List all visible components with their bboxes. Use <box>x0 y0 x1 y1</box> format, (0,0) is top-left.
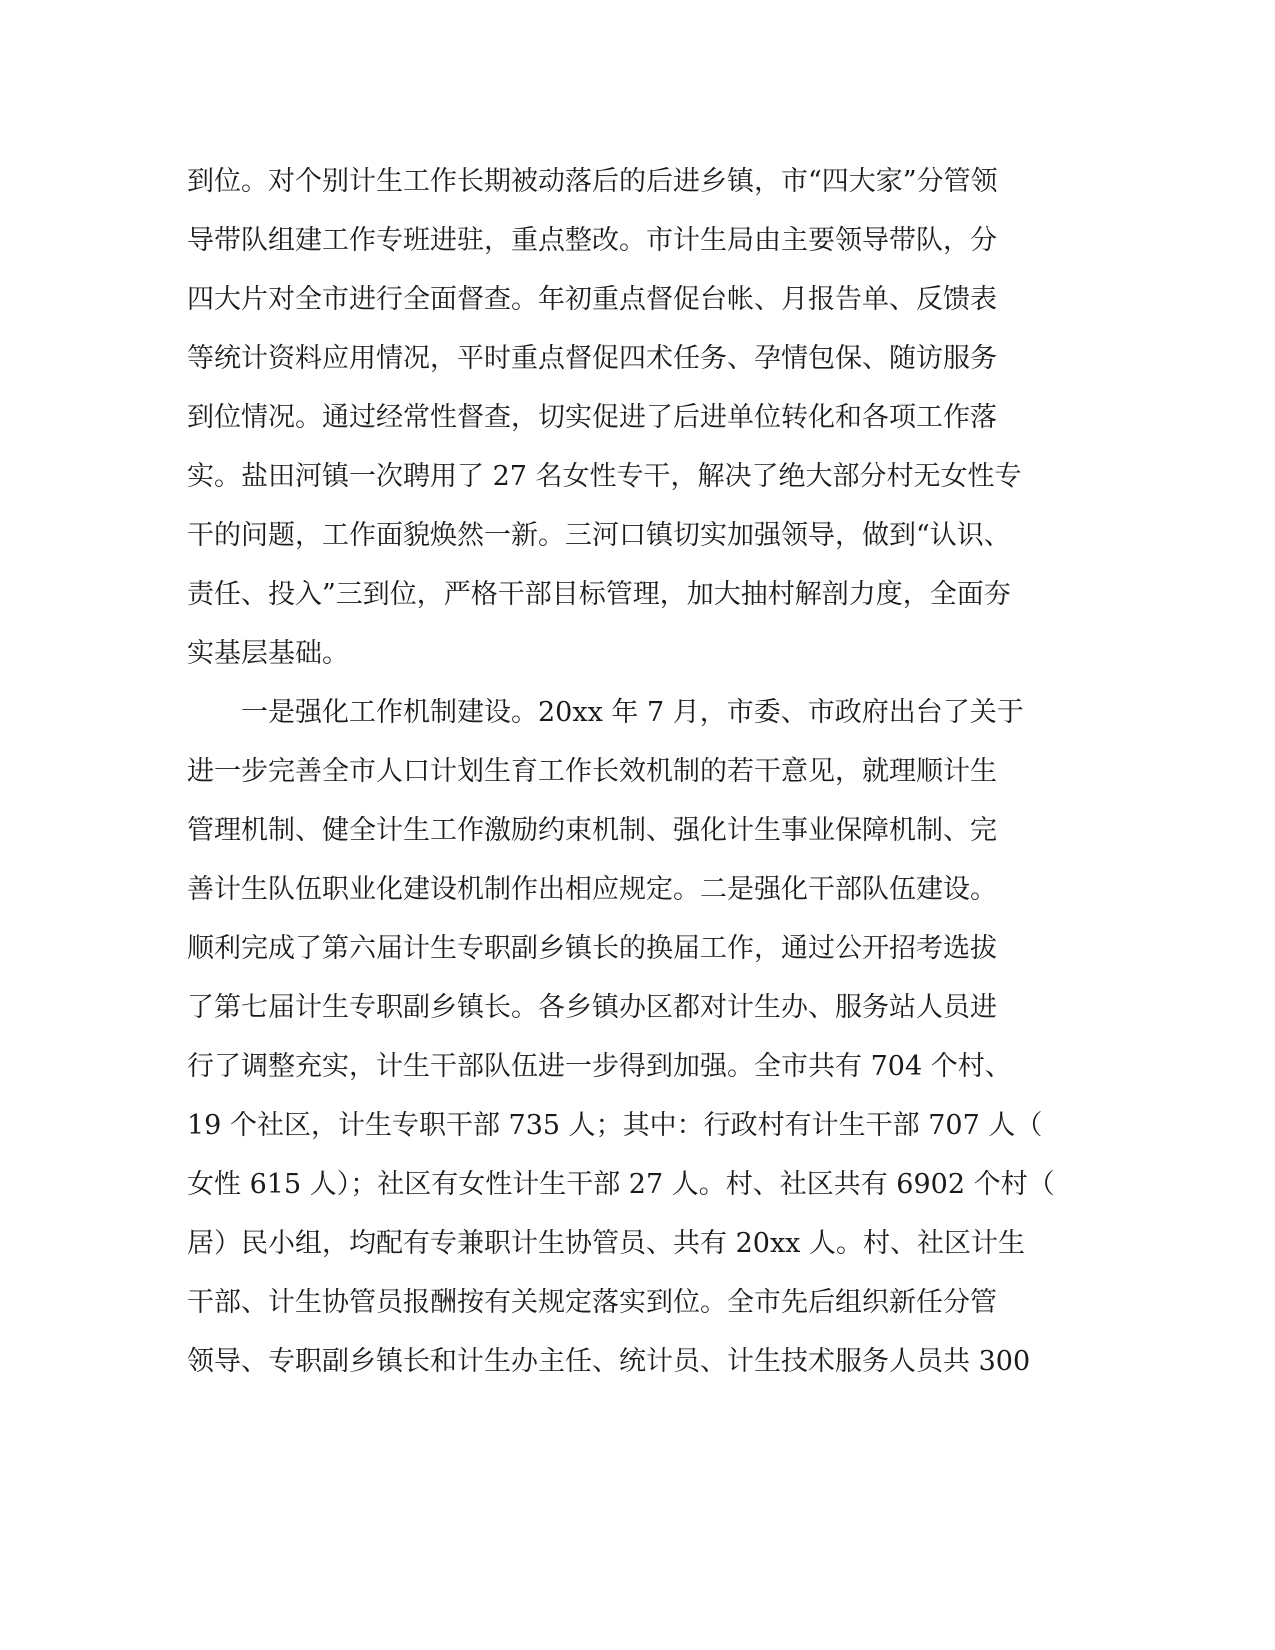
text-line: 管理机制、健全计生工作激励约束机制、强化计生事业保障机制、完 <box>187 815 997 846</box>
text-line: 等统计资料应用情况，平时重点督促四术任务、孕情包保、随访服务 <box>187 343 997 374</box>
text-line: 领导、专职副乡镇长和计生办主任、统计员、计生技术服务人员共 300 <box>187 1346 1031 1377</box>
text-line: 了第七届计生专职副乡镇长。各乡镇办区都对计生办、服务站人员进 <box>187 992 997 1023</box>
text-line: 责任、投入”三到位，严格干部目标管理，加大抽村解剖力度，全面夯 <box>187 579 1011 610</box>
text-line: 行了调整充实，计生干部队伍进一步得到加强。全市共有 704 个村、 <box>187 1051 1012 1082</box>
text-line: 顺利完成了第六届计生专职副乡镇长的换届工作，通过公开招考选拔 <box>187 933 997 964</box>
text-line: 干的问题，工作面貌焕然一新。三河口镇切实加强领导，做到“认识、 <box>187 520 1011 551</box>
text-line: 19 个社区，计生专职干部 735 人；其中：行政村有计生干部 707 人（ <box>187 1110 1043 1141</box>
text-line: 导带队组建工作专班进驻，重点整改。市计生局由主要领导带队，分 <box>187 225 997 256</box>
text-line: 到位情况。通过经常性督查，切实促进了后进单位转化和各项工作落 <box>187 402 997 433</box>
text-line: 实基层基础。 <box>187 638 349 669</box>
text-line: 到位。对个别计生工作长期被动落后的后进乡镇，市“四大家”分管领 <box>187 166 998 197</box>
text-line: 善计生队伍职业化建设机制作出相应规定。二是强化干部队伍建设。 <box>187 874 997 905</box>
text-line: 居）民小组，均配有专兼职计生协管员、共有 20xx 人。村、社区计生 <box>187 1228 1025 1259</box>
text-line: 一是强化工作机制建设。20xx 年 7 月，市委、市政府出台了关于 <box>187 697 1024 728</box>
text-line: 进一步完善全市人口计划生育工作长效机制的若干意见，就理顺计生 <box>187 756 997 787</box>
text-line: 四大片对全市进行全面督查。年初重点督促台帐、月报告单、反馈表 <box>187 284 997 315</box>
text-line: 女性 615 人）；社区有女性计生干部 27 人。村、社区共有 6902 个村（ <box>187 1169 1055 1200</box>
text-line: 干部、计生协管员报酬按有关规定落实到位。全市先后组织新任分管 <box>187 1287 997 1318</box>
text-line: 实。盐田河镇一次聘用了 27 名女性专干，解决了绝大部分村无女性专 <box>187 461 1022 492</box>
